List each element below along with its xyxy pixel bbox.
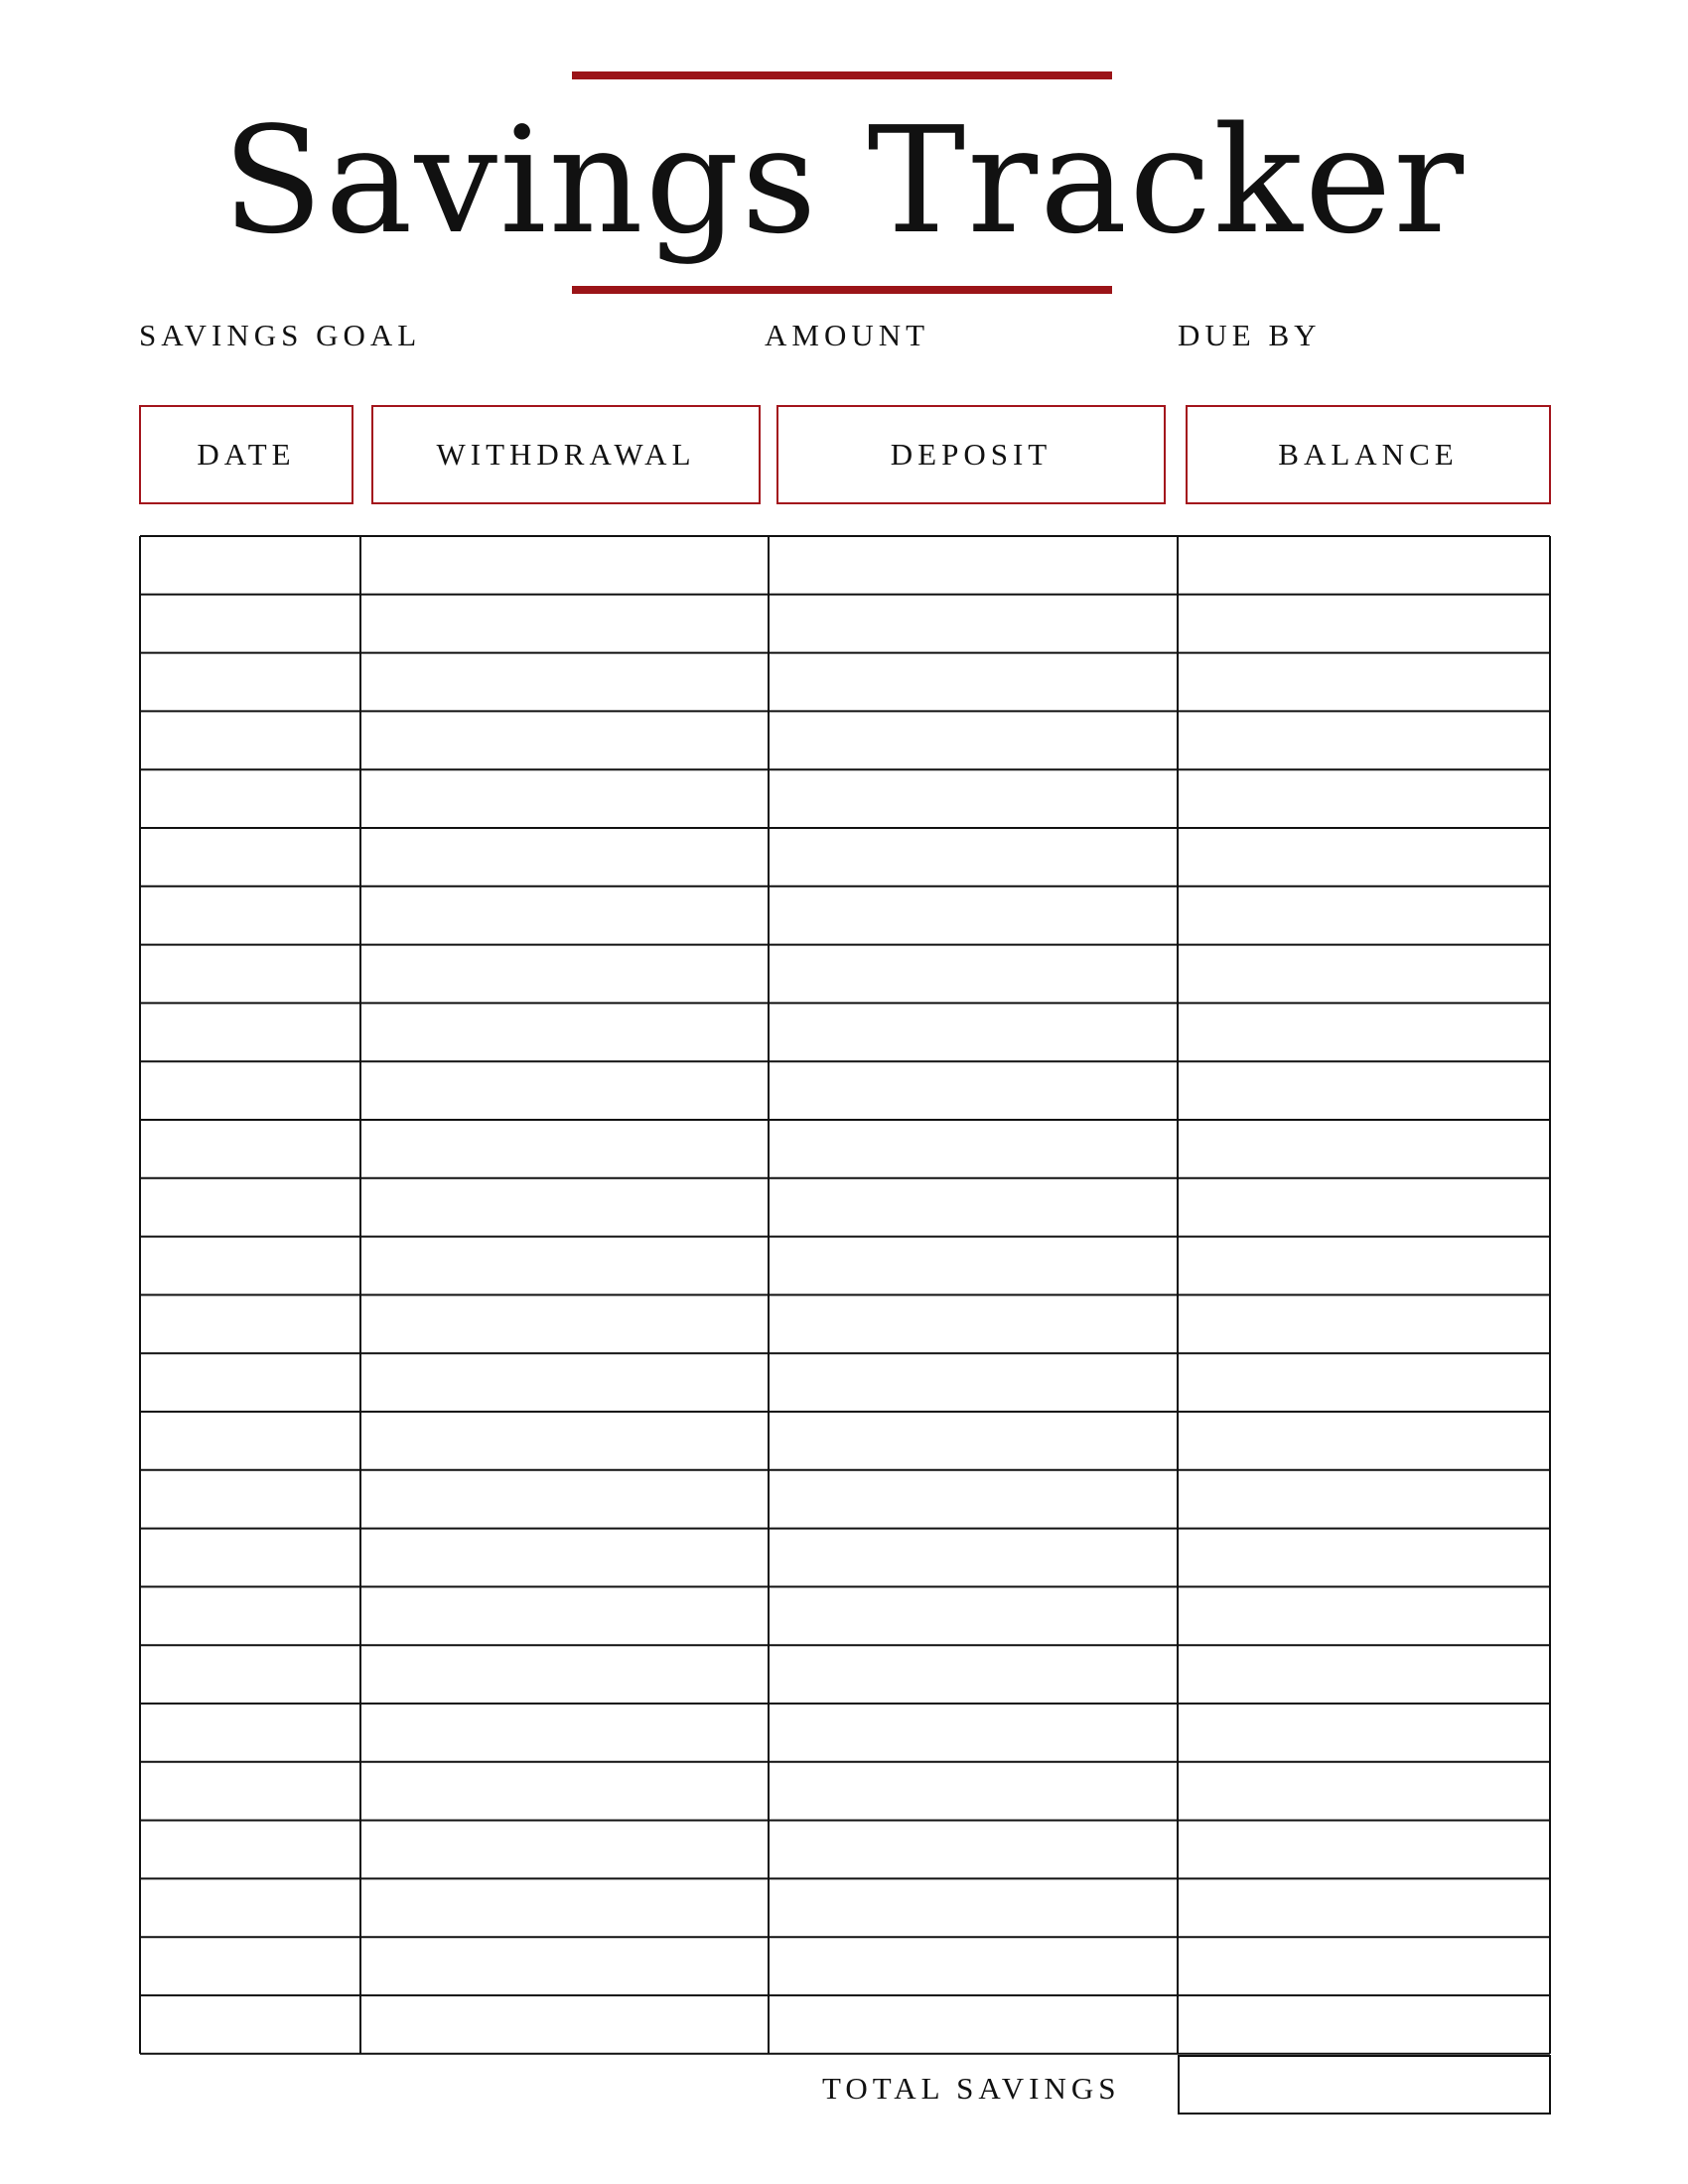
table-cell[interactable] [362,1823,767,1877]
table-cell[interactable] [1180,713,1548,767]
table-cell[interactable] [362,1588,767,1643]
table-cell[interactable] [771,597,1176,651]
table-cell[interactable] [771,1414,1176,1468]
table-cell[interactable] [362,1647,767,1702]
table-cell[interactable] [1180,1414,1548,1468]
table-cell[interactable] [362,655,767,710]
table-cell[interactable] [362,1997,767,2052]
table-cell[interactable] [142,1180,358,1235]
table-cell[interactable] [1180,1706,1548,1760]
column-header-date: DATE [139,405,353,504]
table-cell[interactable] [1180,1122,1548,1176]
total-savings-label: TOTAL SAVINGS [822,2071,1121,2106]
savings-goal-label: SAVINGS GOAL [139,318,422,352]
table-cell[interactable] [1180,1880,1548,1935]
table-cell[interactable] [362,1531,767,1585]
table-cell[interactable] [771,538,1176,593]
table-cell[interactable] [142,830,358,885]
table-cell[interactable] [362,1180,767,1235]
table-cell[interactable] [771,1063,1176,1118]
table-cell[interactable] [142,1706,358,1760]
table-cell[interactable] [362,1005,767,1059]
table-cell[interactable] [142,655,358,710]
table-cell[interactable] [142,1414,358,1468]
table-cell[interactable] [1180,1180,1548,1235]
table-cell[interactable] [142,1355,358,1410]
table-cell[interactable] [1180,655,1548,710]
table-cell[interactable] [362,597,767,651]
table-cell[interactable] [142,1239,358,1294]
table-cell[interactable] [362,1239,767,1294]
table-cell[interactable] [1180,1588,1548,1643]
table-cell[interactable] [771,947,1176,1002]
table-cell[interactable] [142,1472,358,1527]
table-cell[interactable] [1180,1297,1548,1351]
column-header-deposit: DEPOSIT [776,405,1166,504]
table-cell[interactable] [142,1531,358,1585]
table-cell[interactable] [771,1472,1176,1527]
column-header-balance: BALANCE [1186,405,1551,504]
table-cell[interactable] [771,771,1176,826]
table-cell[interactable] [1180,1997,1548,2052]
table-cell[interactable] [362,1880,767,1935]
table-cell[interactable] [362,888,767,943]
table-cell[interactable] [1180,947,1548,1002]
table-cell[interactable] [771,1588,1176,1643]
table-cell[interactable] [362,1939,767,1993]
due-by-label: DUE BY [1178,318,1322,352]
amount-label: AMOUNT [765,318,930,352]
table-cell[interactable] [1180,1239,1548,1294]
table-cell[interactable] [142,1880,358,1935]
table-cell[interactable] [771,655,1176,710]
table-cell[interactable] [142,538,358,593]
table-cell[interactable] [1180,1472,1548,1527]
table-cell[interactable] [771,1647,1176,1702]
table-cell[interactable] [1180,830,1548,885]
table-cell[interactable] [771,1939,1176,1993]
table-cell[interactable] [771,888,1176,943]
table-cell[interactable] [771,1180,1176,1235]
table-cell[interactable] [771,1355,1176,1410]
table-cell[interactable] [362,1063,767,1118]
table-cell[interactable] [142,1122,358,1176]
table-cell[interactable] [362,1764,767,1819]
table-cell[interactable] [142,1997,358,2052]
table-cell[interactable] [142,597,358,651]
table-cell[interactable] [1180,1355,1548,1410]
table-cell[interactable] [142,888,358,943]
table-cell[interactable] [771,1997,1176,2052]
table-cell[interactable] [1180,1939,1548,1993]
table-cell[interactable] [362,538,767,593]
table-cell[interactable] [142,1939,358,1993]
table-cell[interactable] [142,947,358,1002]
table-cell[interactable] [771,1122,1176,1176]
table-cell[interactable] [142,1297,358,1351]
table-cell[interactable] [1180,771,1548,826]
table-cell[interactable] [142,1823,358,1877]
table-cell[interactable] [1180,1647,1548,1702]
table-cell[interactable] [771,1880,1176,1935]
total-savings-field[interactable] [1178,2055,1551,2115]
page-title: Savings Tracker [221,95,1467,266]
table-cell[interactable] [1180,1764,1548,1819]
table-cell[interactable] [771,1531,1176,1585]
column-header-withdrawal: WITHDRAWAL [371,405,761,504]
table-cell[interactable] [362,1414,767,1468]
table-cell[interactable] [771,830,1176,885]
table-cell[interactable] [771,1764,1176,1819]
table-cell[interactable] [1180,1823,1548,1877]
table-cell[interactable] [142,1647,358,1702]
table-cell[interactable] [1180,888,1548,943]
table-cell[interactable] [771,1005,1176,1059]
table-cell[interactable] [142,1764,358,1819]
table-cell[interactable] [362,1355,767,1410]
table-cell[interactable] [1180,597,1548,651]
table-cell[interactable] [771,1706,1176,1760]
table-cell[interactable] [362,947,767,1002]
table-cell[interactable] [771,713,1176,767]
table-cell[interactable] [142,1588,358,1643]
table-cell[interactable] [142,1063,358,1118]
table-cell[interactable] [771,1239,1176,1294]
table-cell[interactable] [771,1297,1176,1351]
table-cell[interactable] [142,1005,358,1059]
table-cell[interactable] [1180,1531,1548,1585]
table-cell[interactable] [362,830,767,885]
table-cell[interactable] [362,713,767,767]
table-cell[interactable] [362,1297,767,1351]
table-cell[interactable] [142,771,358,826]
table-cell[interactable] [1180,538,1548,593]
table-cell[interactable] [1180,1063,1548,1118]
table-cell[interactable] [362,1122,767,1176]
table-cell[interactable] [362,1706,767,1760]
table-cell[interactable] [362,771,767,826]
table-cell[interactable] [1180,1005,1548,1059]
table-cell[interactable] [771,1823,1176,1877]
table-cell[interactable] [362,1472,767,1527]
table-cell[interactable] [142,713,358,767]
